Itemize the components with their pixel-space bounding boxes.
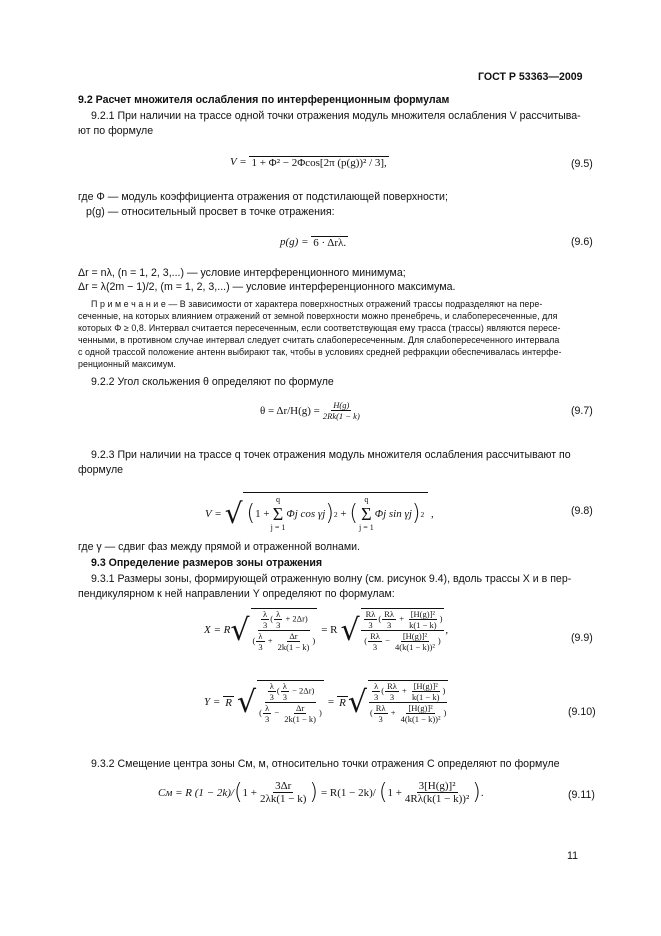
section-title-9-2: 9.2 Расчет множителя ослабления по интерференционным формулам (78, 94, 450, 106)
note-line: ренционный максимум. (78, 359, 176, 369)
sum-symbol: q Σ j = 1 (358, 495, 374, 532)
paragraph-9-2-2: 9.2.2 Угол скольжения θ определяют по формуле (91, 376, 334, 388)
where-phi: где Φ — модуль коэффициента отражения от подстилающей поверхности; (78, 191, 448, 203)
formula-9-11-lhs: Cм = R (1 − 2k)/ (158, 786, 234, 799)
note-line: П р и м е ч а н и е — В зависимости от характера поверхностных отражений трассы подразделяют на пере- (91, 299, 543, 309)
paragraph-9-2-1-line2: ют по формуле (78, 125, 154, 137)
formula-9-9-mid: = R (321, 624, 338, 636)
paragraph-9-2-3-line2: формуле (78, 464, 124, 476)
formula-9-9: X = R √ $\frac{\lambda}{3}$ ( $\frac{\lambda}{3}$ + 2Δr) ( $\frac{\lambda}{3}$ + $\frac{\Delta r}{2k(1 - k)}$ ) = R √ $\frac{R\lambda}{3}$ ( $\frac{R\lambda}{3}$ + $\frac{\text{[H(g)]²}}{k(1 - k)}$ ) ( $\frac{R\lambda}{3}$ − $\frac{\text{[H(g)]²}}{\text{4(k(1 − k))²}}$ ) , (204, 609, 449, 652)
formula-9-6 (280, 236, 348, 249)
note-line: сеченные, на которых влиянием отражений от земной поверхности можно пренебречь, и слабопересеченные, для (78, 311, 558, 321)
paragraph-9-3-1-line1: 9.3.1 Размеры зоны, формирующей отраженную волну (см. рисунок 9.4), вдоль трассы X и в пер- (91, 573, 572, 585)
formula-9-9-left-root: √ $\frac{\lambda}{3}$ ( $\frac{\lambda}{3}$ + 2Δr) ( $\frac{\lambda}{3}$ + $\frac{\Delta r}{2k(1 - k)}$ ) (230, 609, 316, 652)
formula-9-10: Y = R √ $\frac{\lambda}{3}$ ( $\frac{\lambda}{3}$ − 2Δr) ( $\frac{\lambda}{3}$ − $\frac{\Delta r}{2k(1 - k)}$ ) = R √ $\frac{\lambda}{3}$ ( $\frac{R\lambda}{3}$ + $\frac{\text{[H(g)]²}}{k(1 - k)}$ ) ( $\frac{R\lambda}{3}$ + $\frac{\text{[H(g)]²}}{\text{4(k(1 − k))²}}$ ) (204, 680, 449, 724)
note-line: ченными, в противном случае интервал следует считать слабопересеченным. Для слабопересеченного интервала (78, 335, 560, 345)
formula-number-9-6: (9.6) (571, 236, 593, 248)
formula-9-11-mid: = R(1 − 2k)/ (320, 786, 376, 799)
formula-number-9-9: (9.9) (571, 632, 593, 644)
formula-9-10-right-root: √ $\frac{\lambda}{3}$ ( $\frac{R\lambda}{3}$ + $\frac{\text{[H(g)]²}}{k(1 - k)}$ ) ( $\frac{R\lambda}{3}$ + $\frac{\text{[H(g)]²}}{\text{4(k(1 − k))²}}$ ) (347, 681, 447, 724)
formula-number-9-5: (9.5) (571, 158, 593, 170)
formula-9-8-term-sin: Φj sin γj (374, 508, 412, 520)
formula-9-6-sqrt: 6 · Δrλ. (313, 237, 347, 249)
formula-number-9-8: (9.8) (571, 505, 593, 517)
formula-9-5-sqrt: 1 + Φ² − 2Φcos[2π (p(g))² / 3], (251, 157, 387, 169)
formula-9-8: V = √ ( 1 + q Σ j = 1 Φj cos γj ) 2 + ( q Σ j = 1 Φj sin γj ) 2 , (205, 492, 434, 535)
formula-9-8-root-sign: √ (224, 497, 243, 530)
formula-9-9-lhs: X = R (204, 624, 231, 636)
formula-number-9-11: (9.11) (568, 789, 595, 801)
page-number: 11 (567, 850, 578, 862)
paragraph-9-2-3-line1: 9.2.3 При наличии на трассе q точек отражения модуль множителя ослабления рассчитывают по (91, 449, 571, 461)
formula-9-7 (260, 400, 363, 421)
note-line: которых Φ ≥ 0,8. Интервал считается пересеченным, если соответствующая ему трасса (трассы) являются пересе- (78, 323, 561, 333)
formula-9-6-lhs: p(g) = (280, 236, 309, 249)
paragraph-9-3-1-line2: пендикулярном к ней направлении Y определяют по формулам: (78, 588, 395, 600)
sum-symbol: q Σ j = 1 (270, 495, 286, 532)
formula-9-11: Cм = R (1 − 2k)/ ( 1 + $\frac{3\Delta r}{2\lambda k(1 - k)}$ ) = R(1 − 2k)/ ( 1 + $\frac{\text{3[H(g)]²}}{\text{4Rλ(k(1 − k))²}}$ ) . (158, 779, 484, 805)
formula-number-9-7: (9.7) (571, 405, 593, 417)
paragraph-9-2-1-line1: 9.2.1 При наличии на трассе одной точки отражения модуль множителя ослабления V рассчитыва- (91, 110, 581, 122)
formula-9-7-denominator: 2Rk(1 − k) (322, 411, 360, 421)
formula-9-5 (230, 156, 389, 169)
where-gamma: где γ — сдвиг фаз между прямой и отраженной волнами. (78, 541, 360, 553)
formula-9-7-numerator: H(g) (333, 400, 350, 410)
document-code: ГОСТ Р 53363—2009 (478, 71, 583, 83)
formula-9-8-radicand: ( 1 + q Σ j = 1 Φj cos γj ) 2 + ( q Σ j = 1 Φj sin γj ) 2 (243, 492, 429, 535)
section-title-9-3: 9.3 Определение размеров зоны отражения (91, 557, 323, 569)
formula-9-10-left-root: √ $\frac{\lambda}{3}$ ( $\frac{\lambda}{3}$ − 2Δr) ( $\frac{\lambda}{3}$ − $\frac{\Delta r}{2k(1 - k)}$ ) (237, 681, 322, 724)
formula-9-9-right-root: √ $\frac{R\lambda}{3}$ ( $\frac{R\lambda}{3}$ + $\frac{\text{[H(g)]²}}{k(1 - k)}$ ) ( $\frac{R\lambda}{3}$ − $\frac{\text{[H(g)]²}}{\text{4(k(1 − k))²}}$ ) (340, 609, 443, 652)
formula-9-7-fraction (321, 400, 362, 421)
condition-minimum: Δr = nλ, (n = 1, 2, 3,...) — условие интерференционного минимума; (78, 267, 406, 279)
formula-9-10-mid: = (327, 696, 335, 708)
formula-9-7-lhs: θ = Δr/H(g) = (260, 404, 320, 417)
note-line: с одной трассой положение антенн выбирают так, чтобы в условиях средней рефракции обеспечивалась интерфе- (78, 347, 562, 357)
formula-9-10-lhs: Y = (204, 696, 221, 708)
formula-9-8-lhs: V = (205, 507, 222, 520)
condition-maximum: Δr = λ(2m − 1)/2, (m = 1, 2, 3,...) — условие интерференционного максимума. (78, 281, 456, 293)
formula-9-8-term-cos: Φj cos γj (286, 508, 326, 520)
formula-9-5-lhs: V = (230, 156, 247, 169)
formula-number-9-10: (9.10) (568, 706, 596, 718)
paragraph-9-3-2: 9.3.2 Смещение центра зоны Cм, м, относительно точки отражения C определяют по формуле (91, 758, 560, 770)
where-pg: p(g) — относительный просвет в точке отражения: (86, 206, 335, 218)
